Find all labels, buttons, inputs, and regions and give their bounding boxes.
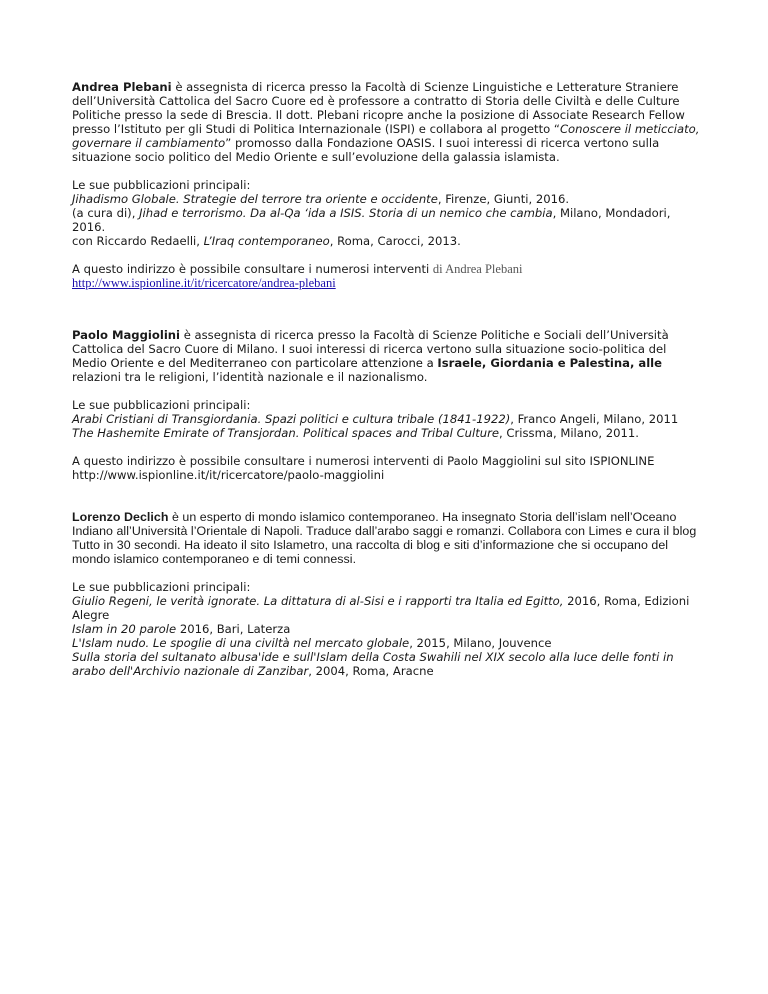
author-name: Lorenzo Declich — [72, 510, 169, 524]
publication-item: Jihadismo Globale. Strategie del terrore tra oriente e occidente, Firenze, Giunti, 2016. — [72, 192, 570, 206]
publication-item: Islam in 20 parole 2016, Bari, Laterza — [72, 622, 291, 636]
ispi-profile-url: http://www.ispionline.it/it/ricercatore/paolo-maggiolini — [72, 468, 385, 482]
bio-maggiolini: Paolo Maggiolini è assegnista di ricerca presso la Facoltà di Scienze Politiche e Sociali dell’Università Cattolica del Sacro Cuore di Milano. I suoi interessi di ricerca vertono sulla situazione socio-politica del Medio Oriente e del Mediterraneo con particolare attenzione a Israele, Giordania e Palestina, alle relazioni tra le religioni, l’identità nazionale e il nazionalismo. — [72, 328, 669, 384]
ispi-profile-link[interactable]: http://www.ispionline.it/it/ricercatore/andrea-plebani — [72, 276, 336, 290]
publications-heading: Le sue pubblicazioni principali: — [72, 398, 251, 412]
countries-highlight: Israele, Giordania e Palestina, alle — [437, 356, 663, 370]
publications-heading: Le sue pubblicazioni principali: — [72, 580, 251, 594]
publication-item: The Hashemite Emirate of Transjordan. Political spaces and Tribal Culture, Crissma, Milano, 2011. — [72, 426, 639, 440]
publication-item: Arabi Cristiani di Transgiordania. Spazi politici e cultura tribale (1841-1922), Franco Angeli, Milano, 2011 — [72, 412, 679, 426]
publication-item: Giulio Regeni, le verità ignorate. La dittatura di al-Sisi e i rapporti tra Italia ed Egitto, 2016, Roma, Edizioni Alegre — [72, 594, 690, 622]
publication-item: (a cura di), Jihad e terrorismo. Da al-Qa ‘ida a ISIS. Storia di un nemico che cambia, Milano, Mondadori, 2016. — [72, 206, 671, 234]
link-intro: A questo indirizzo è possibile consultare i numerosi interventi di Andrea Plebani — [72, 262, 523, 276]
publication-item: L'Islam nudo. Le spoglie di una civiltà nel mercato globale, 2015, Milano, Jouvence — [72, 636, 552, 650]
publication-item: con Riccardo Redaelli, L’Iraq contemporaneo, Roma, Carocci, 2013. — [72, 234, 461, 248]
document-page — [72, 80, 702, 678]
link-intro: A questo indirizzo è possibile consultare i numerosi interventi di Paolo Maggiolini sul sito ISPIONLINE — [72, 454, 655, 468]
author-name: Andrea Plebani — [72, 80, 172, 94]
bio-plebani: Andrea Plebani è assegnista di ricerca presso la Facoltà di Scienze Linguistiche e Letterature Straniere dell’Università Cattolica del Sacro Cuore ed è professore a contratto di Storia delle Civiltà e delle Culture Politiche presso la sede di Brescia. Il dott. Plebani ricopre anche la posizione di Associate Research Fellow presso l’Istituto per gli Studi di Politica Internazionale (ISPI) e collabora al progetto “Conoscere il meticciato, governare il cambiamento” promosso dalla Fondazione OASIS. I suoi interessi di ricerca vertono sulla situazione socio politico del Medio Oriente e sull’evoluzione della galassia islamista. — [72, 80, 700, 164]
author-name: Paolo Maggiolini — [72, 328, 181, 342]
project-title: Conoscere il meticciato, governare il cambiamento — [72, 122, 700, 150]
publication-item: Sulla storia del sultanato albusa'ide e sull'Islam della Costa Swahili nel XIX secolo alla luce delle fonti in arabo dell'Archivio nazionale di Zanzibar, 2004, Roma, Aracne — [72, 650, 674, 678]
bio-declich: Lorenzo Declich è un esperto di mondo islamico contemporaneo. Ha insegnato Storia dell’islam nell’Oceano Indiano all’Università l’Orientale di Napoli. Traduce dall’arabo saggi e romanzi. Collabora con Limes e cura il blog Tutto in 30 secondi. Ha ideato il sito Islametro, una raccolta di blog e siti d’informazione che si occupano del mondo islamico contemporaneo e di temi connessi. — [72, 510, 697, 566]
publications-heading: Le sue pubblicazioni principali: — [72, 178, 251, 192]
